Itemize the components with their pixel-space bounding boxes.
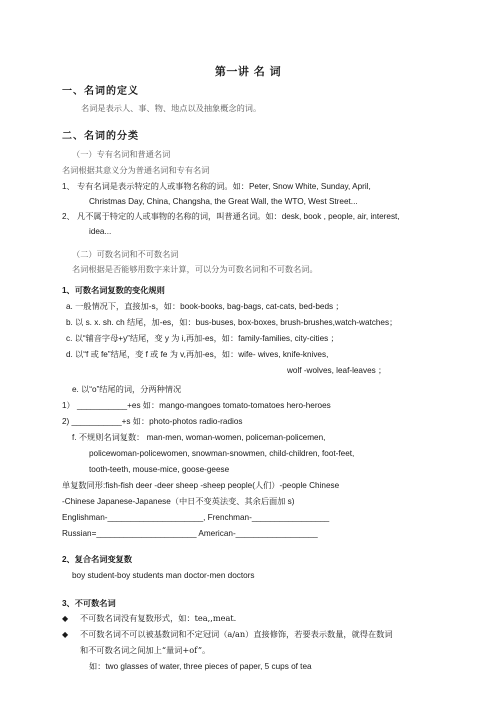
- compound-noun-heading: 2、复合名词变复数: [62, 555, 133, 564]
- definition-text: 名词是表示人、事、物、地点以及抽象概念的词。: [81, 103, 262, 113]
- uncountable-rule-1: 不可数名词没有复数形式，如：tea,,meat.: [80, 613, 237, 623]
- rule-a: a. 一般情况下，直接加-s，如：book-books, bag-bags, cat-cats, bed-beds ；: [66, 302, 344, 311]
- rule-e-case-1: 1） ___________+es 如：mango-mangoes tomato-tomatoes hero-heroes: [62, 401, 331, 410]
- section-heading-classification: 二、名词的分类: [62, 131, 139, 142]
- compound-noun-examples: boy student-boy students man doctor-men doctors: [72, 571, 255, 580]
- proper-noun-line-2: Christmas Day, China, Changsha, the Great Wall, the WTO, West Street...: [89, 197, 358, 206]
- subheading-countable: （二）可数名词和不可数名词: [72, 249, 179, 259]
- rule-e-case-2: 2) ___________+s 如：photo-photos radio-radios: [62, 417, 243, 426]
- same-form-line-1: 单复数同形:fish-fish deer -deer sheep -sheep people(人们）-people Chinese: [62, 481, 340, 490]
- fill-blank-line-2: Russian=______________________ American-__________________: [62, 529, 318, 538]
- common-noun-line-1: 2、 凡不属于特定的人或事物的名称的词，叫普通名词。如：desk, book , people, air, interest,: [62, 212, 400, 221]
- classification-intro: 名词根据其意义分为普通名词和专有名词: [62, 165, 210, 175]
- rule-e: e. 以“o”结尾的词，分两种情况: [72, 385, 182, 394]
- rule-f-line-1: f. 不规则名词复数： man-men, woman-women, policeman-policemen,: [72, 433, 326, 442]
- diamond-bullet-icon: ◆: [62, 630, 69, 639]
- plural-rules-heading: 1、可数名词复数的变化规则: [62, 286, 165, 295]
- rule-f-line-2: policewoman-policewomen, snowman-snowmen, child-children, foot-feet,: [89, 449, 355, 458]
- common-noun-line-2: idea...: [89, 227, 112, 236]
- rule-c: c. 以“辅音字母+y”结尾，变 y 为 i,再加-es，如：family-families, city-cities ；: [66, 334, 339, 343]
- uncountable-example: 如：two glasses of water, three pieces of paper, 5 cups of tea: [89, 662, 312, 671]
- fill-blank-line-1: Englishman-_____________________, Frenchman-_________________: [62, 513, 330, 522]
- section-heading-definition: 一、名词的定义: [62, 86, 139, 97]
- rule-b: b. 以 s. x. sh. ch 结尾，加-es，如：bus-buses, box-boxes, brush-brushes,watch-watches；: [66, 318, 398, 327]
- rule-d-line-2: wolf -wolves, leaf-leaves ；: [287, 366, 387, 375]
- countable-intro: 名词根据是否能够用数字来计算，可以分为可数名词和不可数名词。: [72, 264, 318, 274]
- same-form-line-2: -Chinese Japanese-Japanese（中日不变英法变、其余后面加 s): [62, 497, 295, 506]
- rule-f-line-3: tooth-teeth, mouse-mice, goose-geese: [89, 465, 230, 474]
- proper-noun-line-1: 1、 专有名词是表示特定的人或事物名称的词。如：Peter, Snow White, Sunday, April,: [62, 182, 371, 191]
- uncountable-heading: 3、不可数名词: [62, 599, 116, 608]
- page-title: 第一讲 名 词: [214, 65, 282, 78]
- uncountable-rule-2-line-1: 不可数名词不可以被基数词和不定冠词（a/an）直接修饰，若要表示数量，就得在数词: [80, 629, 393, 639]
- diamond-bullet-icon: ◆: [62, 614, 69, 623]
- uncountable-rule-2-line-2: 和不可数名词之间加上“量词+of”。: [80, 645, 211, 655]
- subheading-proper-common: （一）专有名词和普通名词: [72, 149, 171, 159]
- rule-d-line-1: d. 以“f 或 fe”结尾，变 f 或 fe 为 v,再加-es，如：wife- wives, knife-knives,: [66, 350, 329, 359]
